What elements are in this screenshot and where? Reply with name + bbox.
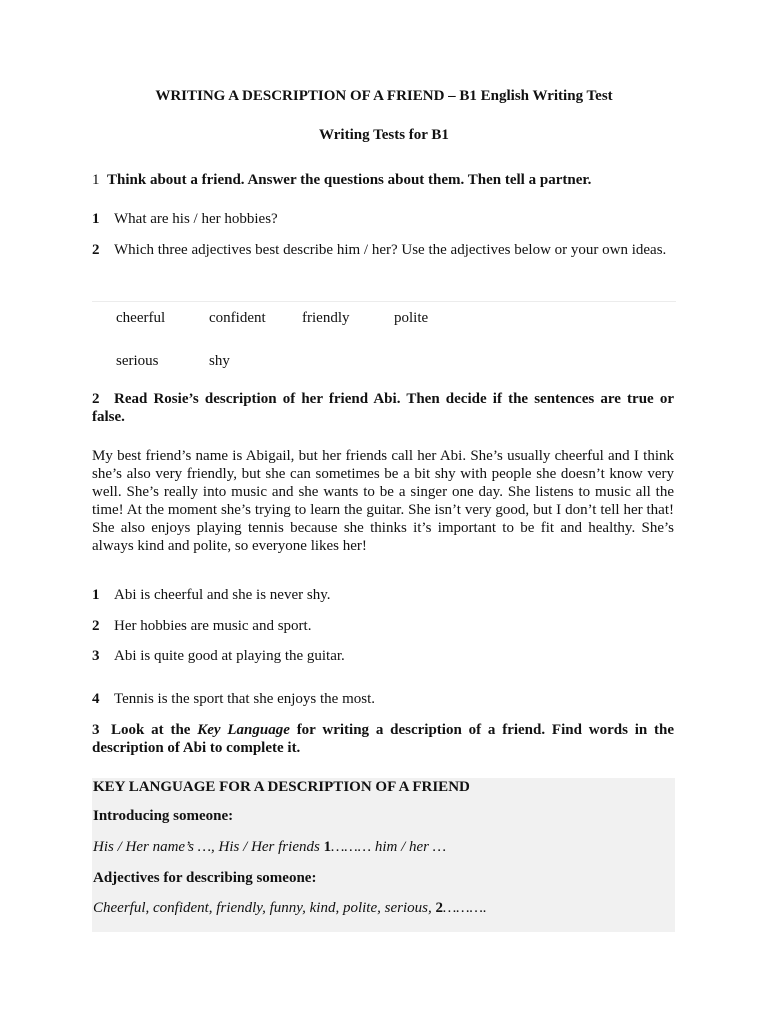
adjectives-text-post: ……….	[442, 900, 487, 916]
question-text: What are his / her hobbies?	[114, 211, 278, 227]
question-number: 2	[92, 242, 100, 258]
task1-instruction	[92, 172, 682, 189]
question-number: 1	[92, 211, 100, 227]
intro-text-pre: His / Her name’s …, His / Her friends	[93, 839, 324, 855]
adjectives-heading: Adjectives for describing someone:	[93, 870, 317, 886]
question-text: Which three adjectives best describe him / her? Use the adjectives below or your own ideas.	[114, 242, 667, 258]
statement-text: Abi is cheerful and she is never shy.	[114, 587, 331, 603]
statement-number: 4	[92, 691, 100, 707]
task3-instruction	[92, 721, 674, 757]
adjective-friendly: friendly	[302, 310, 350, 326]
statement-4	[92, 691, 676, 708]
adjective-shy: shy	[209, 353, 230, 369]
statement-2	[92, 618, 676, 635]
adjective-cheerful: cheerful	[116, 310, 166, 326]
adjectives-text-pre: Cheerful, confident, friendly, funny, kind, polite, serious,	[93, 900, 436, 916]
task1-question-1	[92, 211, 676, 228]
task1-instruction-text: Think about a friend. Answer the questions about them. Then tell a partner.	[107, 172, 592, 188]
statement-text: Abi is quite good at playing the guitar.	[114, 648, 345, 664]
task3-instruction-pre: Look at the	[111, 722, 198, 738]
statement-number: 2	[92, 618, 100, 634]
statement-1	[92, 587, 676, 604]
gap-number: 2	[435, 900, 443, 916]
statement-number: 3	[92, 648, 100, 664]
task3-instruction-post: for writing a description of a friend. Find words in the description of Abi to complete it.	[92, 722, 675, 756]
statement-text: Tennis is the sport that she enjoys the most.	[114, 691, 376, 707]
intro-text-post: ……… him / her …	[331, 839, 447, 855]
statement-text: Her hobbies are music and sport.	[114, 618, 312, 634]
task2-instruction-text: Read Rosie’s description of her friend Abi. Then decide if the sentences are true or false.	[92, 391, 674, 425]
statement-3	[92, 648, 676, 665]
task2-number: 2	[92, 391, 100, 407]
page-title: WRITING A DESCRIPTION OF A FRIEND – B1 English Writing Test	[155, 88, 613, 104]
task2-instruction	[92, 390, 674, 426]
task3-number: 3	[92, 722, 100, 738]
divider	[92, 301, 676, 302]
adjective-confident: confident	[209, 310, 266, 326]
statement-number: 1	[92, 587, 100, 603]
adjective-serious: serious	[116, 353, 159, 369]
page-subtitle: Writing Tests for B1	[319, 127, 449, 143]
intro-heading: Introducing someone:	[93, 808, 234, 824]
key-language-heading: KEY LANGUAGE FOR A DESCRIPTION OF A FRIEND	[93, 779, 470, 795]
task3-instruction-italic: Key Language	[197, 722, 290, 738]
task1-number: 1	[92, 172, 100, 188]
gap-number: 1	[323, 839, 332, 855]
reading-passage: My best friend’s name is Abigail, but her friends call her Abi. She’s usually cheerful and I think she’s also very friendly, but she can sometimes be a bit shy with people she doesn’t know very well. She’s really into music and she wants to be a singer one day. She listens to music all the time! At the moment she’s trying to learn the guitar. She isn’t very good, but I don’t tell her that! She also enjoys playing tennis because she thinks it’s important to be fit and healthy. She’s always kind and polite, so everyone likes her!	[92, 448, 674, 554]
task1-question-2	[92, 241, 674, 259]
adjective-polite: polite	[394, 310, 429, 326]
intro-text	[93, 839, 673, 856]
adjectives-text	[93, 900, 673, 917]
